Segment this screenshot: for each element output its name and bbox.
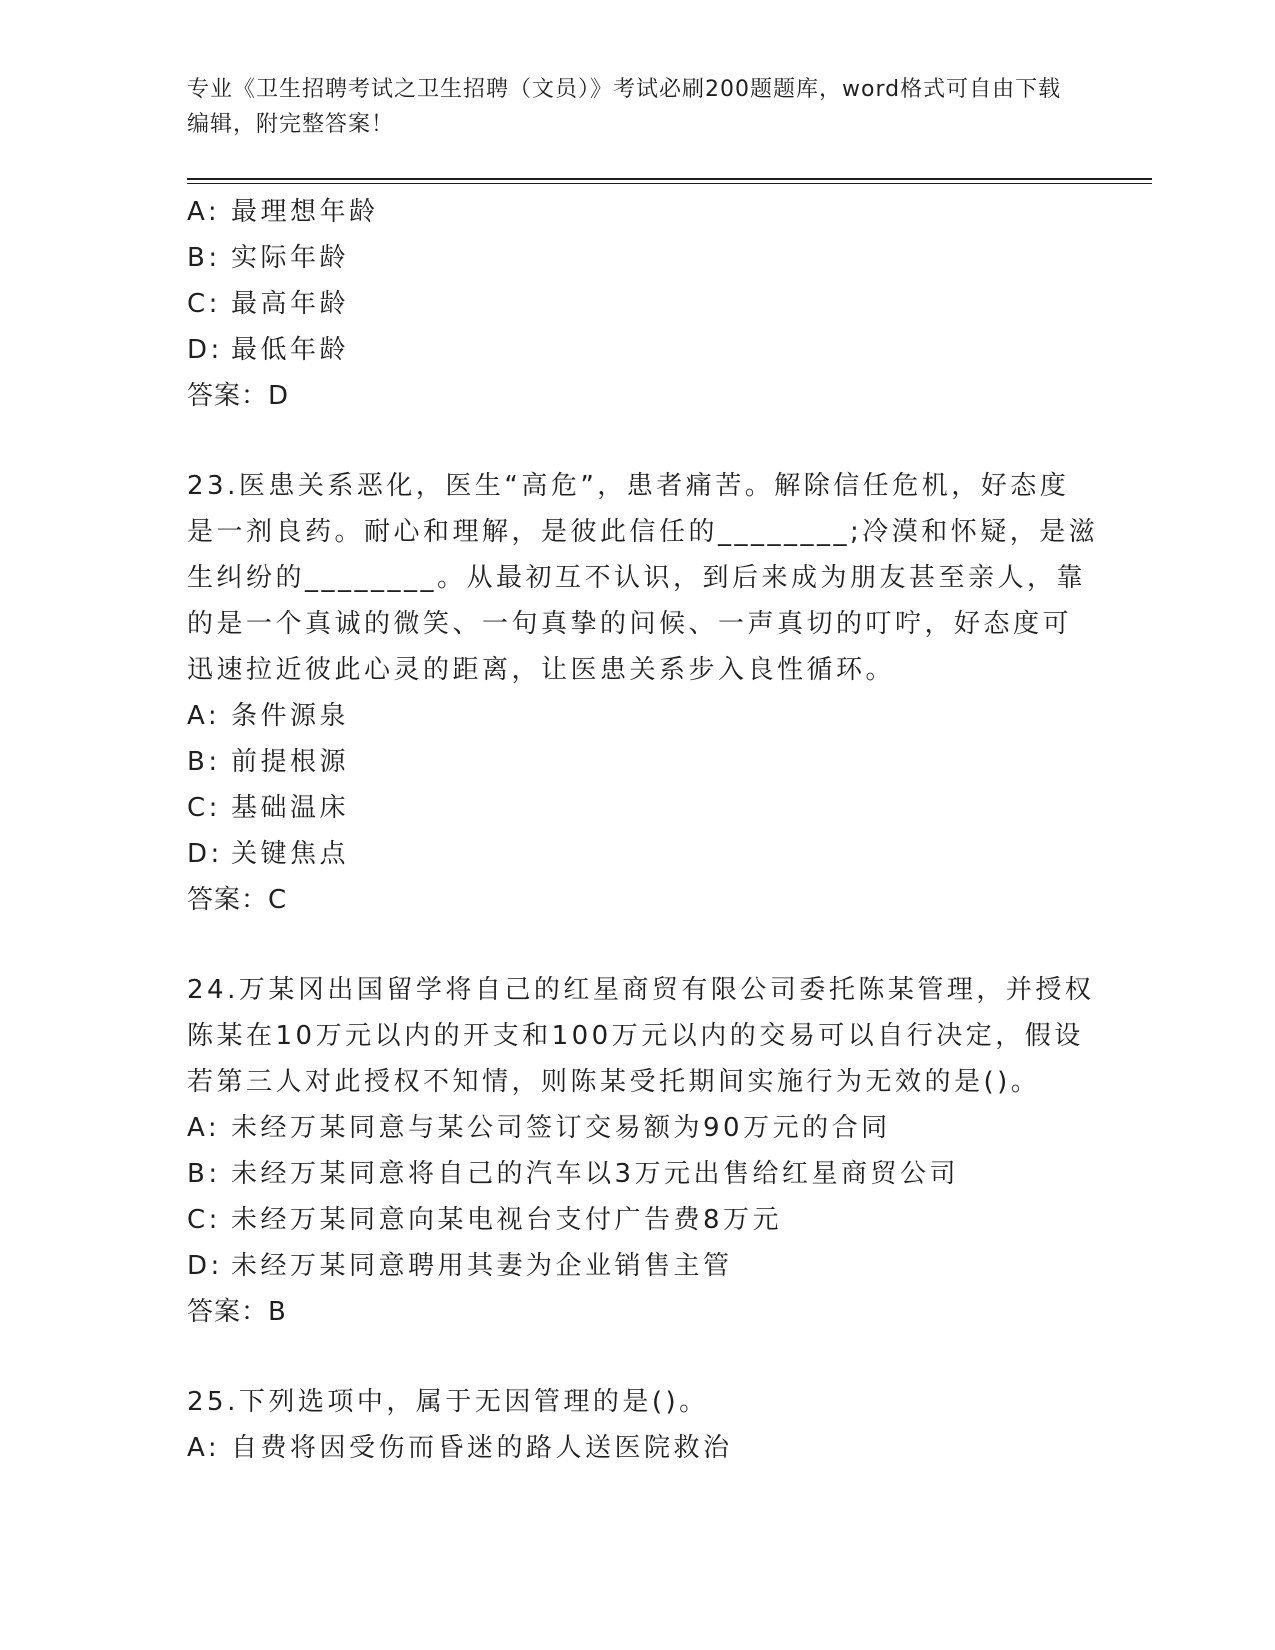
- question-line: 23.医患关系恶化，医生“高危”，患者痛苦。解除信任危机，好态度: [187, 471, 1070, 501]
- option-a: [187, 1105, 1087, 1151]
- option-d: [187, 327, 1087, 373]
- question-22: [187, 189, 1087, 419]
- option-text: 基础温床: [231, 793, 350, 823]
- option-b: [187, 1151, 1087, 1197]
- option-c: [187, 1197, 1087, 1243]
- option-key: A:: [187, 1113, 221, 1143]
- question-gap: [187, 1335, 1087, 1379]
- option-key: A:: [187, 197, 221, 227]
- option-d: [187, 1243, 1087, 1289]
- option-a: [187, 1425, 1087, 1471]
- question-line: 是一剂良药。耐心和理解，是彼此信任的________;冷漠和怀疑，是滋: [187, 517, 1099, 547]
- question-line: 的是一个真诚的微笑、一句真挚的问候、一声真切的叮咛，好态度可: [187, 609, 1073, 639]
- option-key: B:: [187, 747, 221, 777]
- option-key: D:: [187, 335, 223, 365]
- option-key: C:: [187, 289, 221, 319]
- question-line: 陈某在10万元以内的开支和100万元以内的交易可以自行决定，假设: [187, 1021, 1084, 1051]
- answer: 答案：C: [187, 885, 288, 915]
- option-text: 实际年龄: [231, 243, 350, 273]
- option-text: 未经万某同意将自己的汽车以3万元出售给红星商贸公司: [231, 1159, 960, 1189]
- document-body: [187, 189, 1099, 1471]
- question-line: 25.下列选项中，属于无因管理的是()。: [187, 1387, 709, 1417]
- option-text: 前提根源: [231, 747, 350, 777]
- option-key: A:: [187, 1433, 221, 1463]
- option-text: 关键焦点: [231, 839, 350, 869]
- option-text: 未经万某同意向某电视台支付广告费8万元: [231, 1205, 783, 1235]
- option-c: [187, 785, 1087, 831]
- answer: 答案：D: [187, 381, 290, 411]
- header-divider-thin: [187, 183, 1152, 184]
- option-text: 最低年龄: [231, 335, 350, 365]
- option-b: [187, 739, 1087, 785]
- option-b: [187, 235, 1087, 281]
- option-key: A:: [187, 701, 221, 731]
- header-divider-thick: [187, 178, 1152, 180]
- option-key: D:: [187, 839, 223, 869]
- option-text: 未经万某同意聘用其妻为企业销售主管: [231, 1251, 733, 1281]
- question-gap: [187, 923, 1087, 967]
- question-gap: [187, 419, 1087, 463]
- option-text: 最高年龄: [231, 289, 350, 319]
- option-key: B:: [187, 243, 221, 273]
- question-line: 生纠纷的________。从最初互不认识，到后来成为朋友甚至亲人，靠: [187, 563, 1087, 593]
- option-text: 最理想年龄: [231, 197, 379, 227]
- option-text: 条件源泉: [231, 701, 350, 731]
- question-25: [187, 1379, 1087, 1471]
- question-line: 迅速拉近彼此心灵的距离，让医患关系步入良性循环。: [187, 655, 896, 685]
- question-line: 24.万某冈出国留学将自己的红星商贸有限公司委托陈某管理，并授权: [187, 975, 1095, 1005]
- option-key: B:: [187, 1159, 221, 1189]
- option-d: [187, 831, 1087, 877]
- option-key: C:: [187, 1205, 221, 1235]
- option-c: [187, 281, 1087, 327]
- option-a: [187, 189, 1087, 235]
- option-key: C:: [187, 793, 221, 823]
- option-key: D:: [187, 1251, 223, 1281]
- option-a: [187, 693, 1087, 739]
- question-24: [187, 967, 1095, 1335]
- page-header: 专业《卫生招聘考试之卫生招聘（文员）》考试必刷200题题库，word格式可自由下载编辑，附完整答案！: [187, 77, 1062, 137]
- question-23: [187, 463, 1099, 923]
- answer: 答案：B: [187, 1297, 287, 1327]
- option-text: 自费将因受伤而昏迷的路人送医院救治: [231, 1433, 733, 1463]
- option-text: 未经万某同意与某公司签订交易额为90万元的合同: [231, 1113, 891, 1143]
- question-line: 若第三人对此授权不知情，则陈某受托期间实施行为无效的是()。: [187, 1067, 1041, 1097]
